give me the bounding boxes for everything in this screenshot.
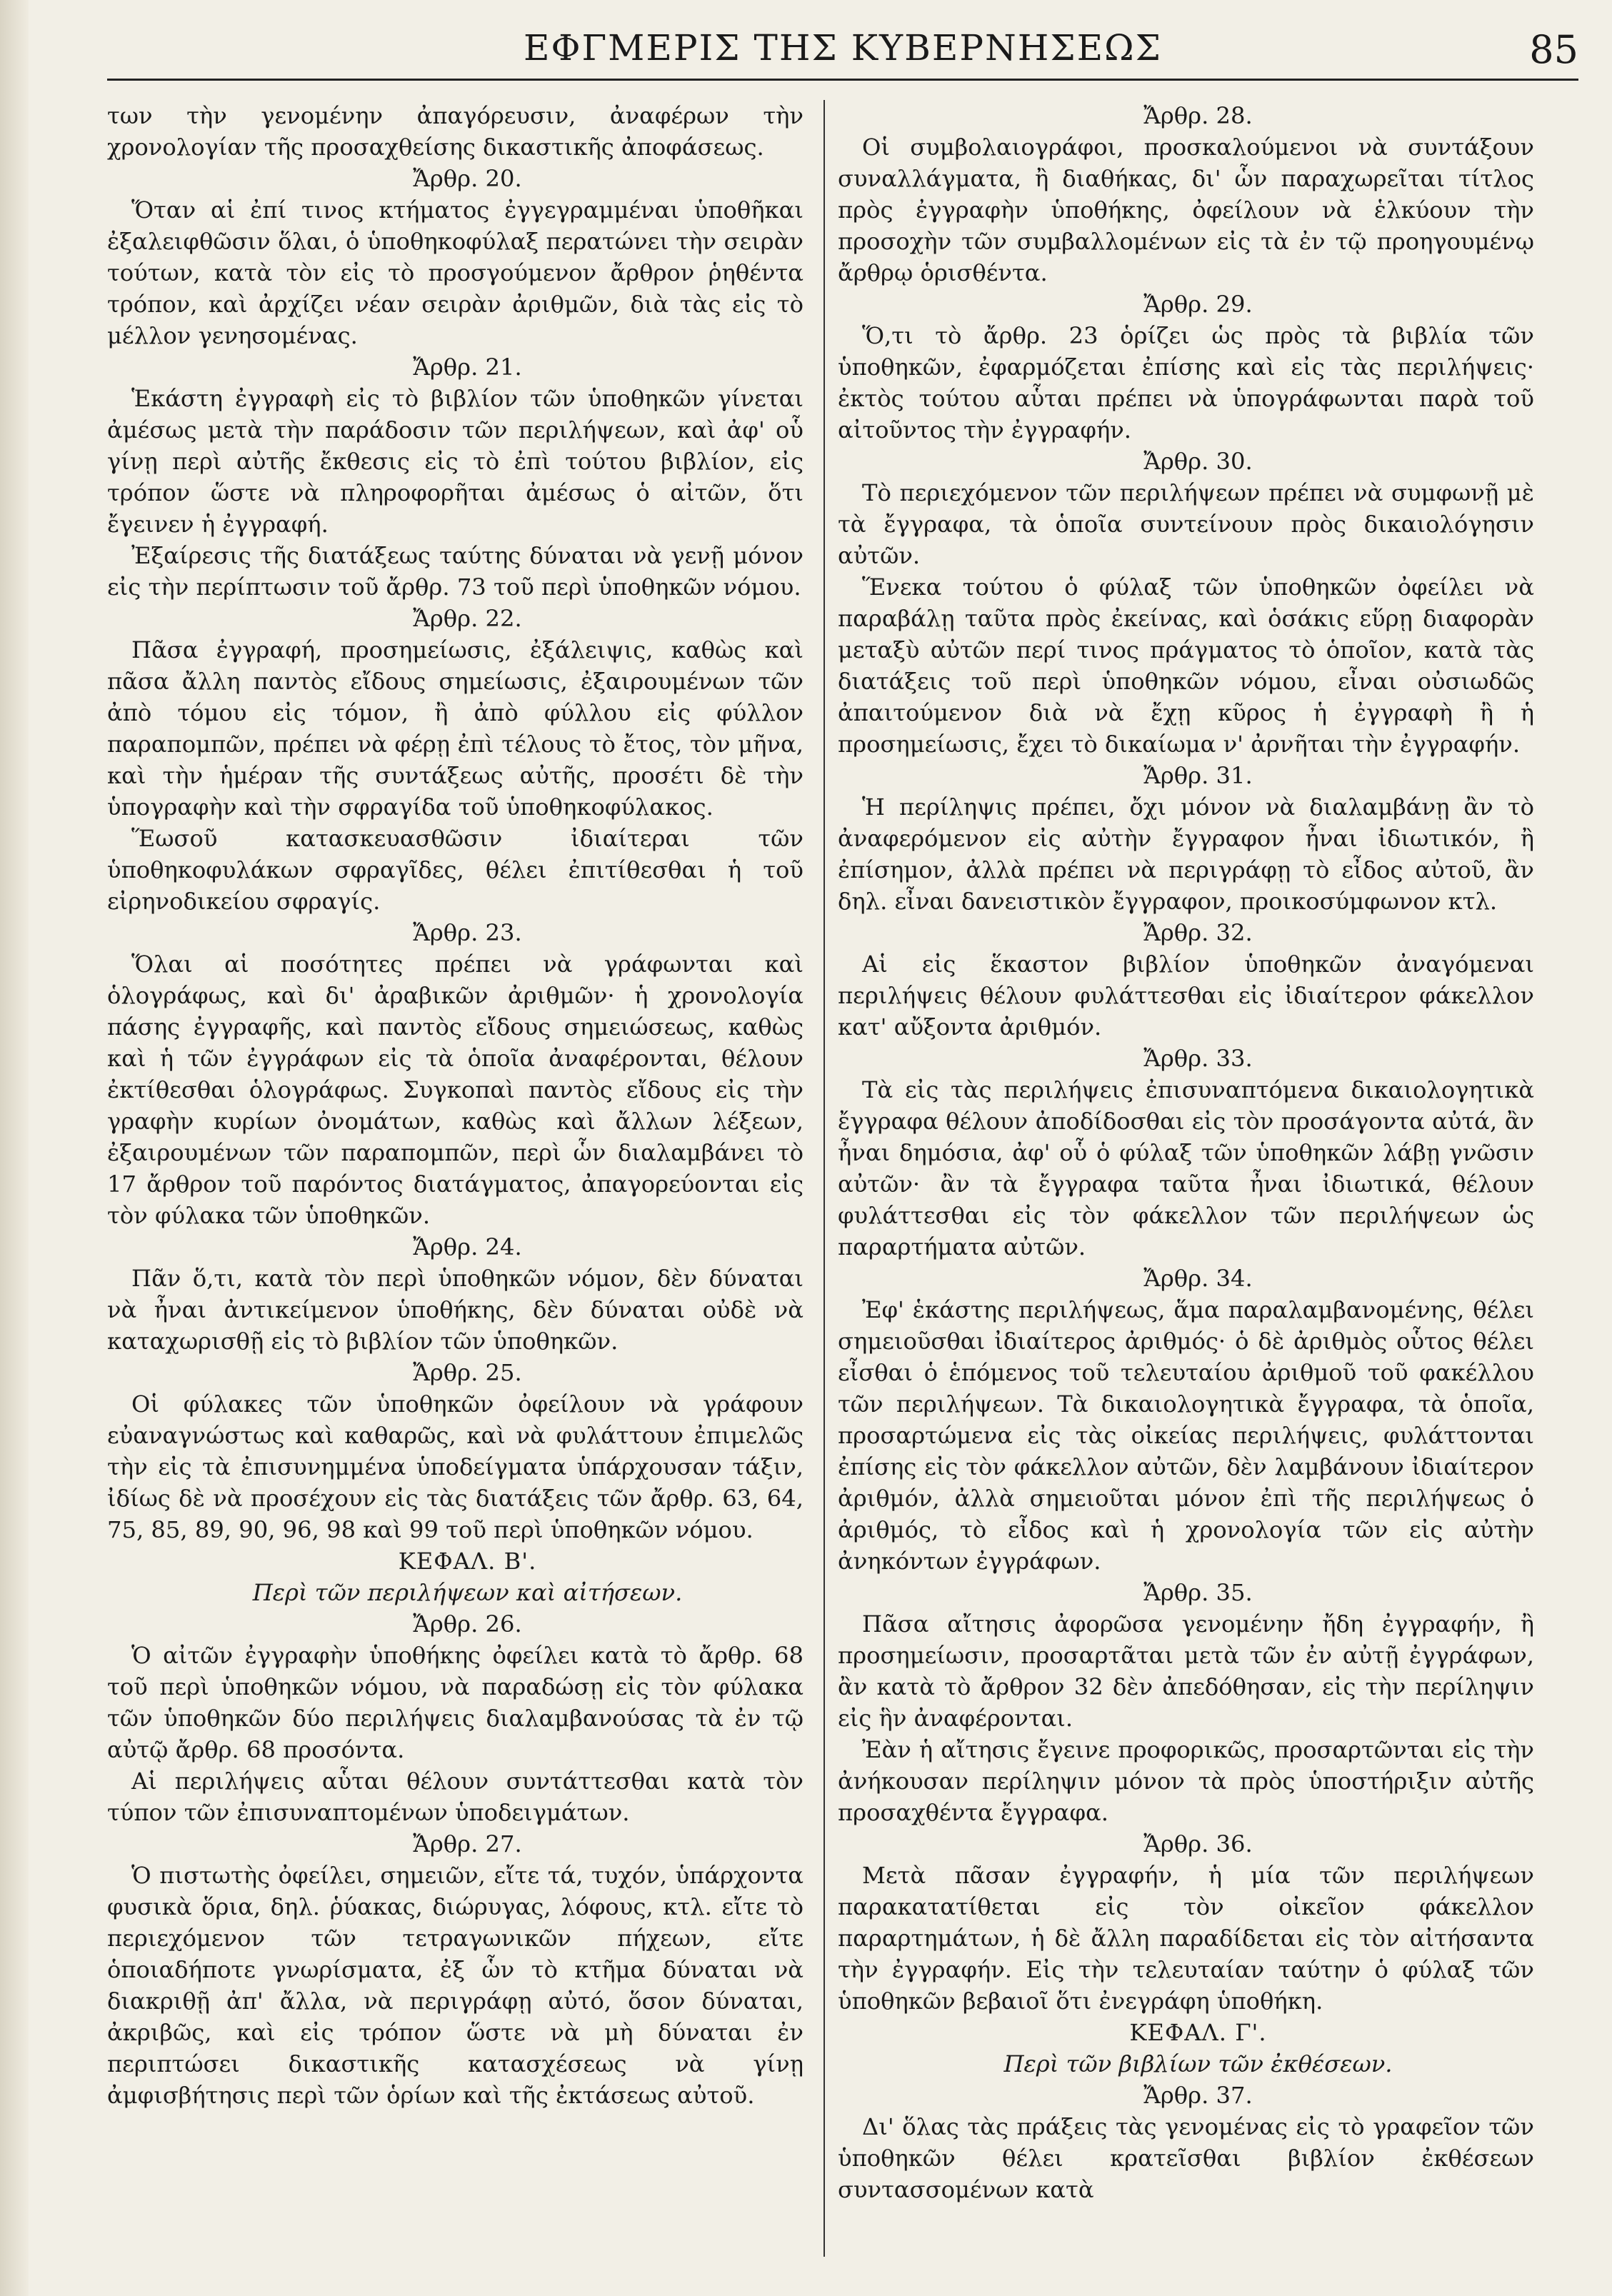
paragraph: Ἑκάστη ἐγγραφὴ εἰς τὸ βιβλίον τῶν ὑποθηκῶν γίνεται ἀμέσως μετὰ τὴν παράδοσιν τῶν περιλήψεων, καὶ ἀφ' οὗ γίνῃ περὶ αὐτῆς ἔκθεσις εἰς τὸ ἐπὶ τούτου βιβλίον, εἰς τρόπον ὥστε νὰ πληροφορῆται ἀμέσως ὁ αἰτῶν, ὅτι ἔγεινεν ἡ ἐγγραφή. (107, 385, 804, 538)
paragraph: Ὅλαι αἱ ποσότητες πρέπει νὰ γράφωνται καὶ ὁλογράφως, καὶ δι' ἀραβικῶν ἀριθμῶν· ἡ χρονολογία πάσης ἐγγραφῆς, καὶ παντὸς εἴδους σημειώσεως, καθὼς καὶ ἡ τῶν ἐγγράφων εἰς τὰ ὁποῖα ἀναφέρονται, θέλουν ἐκτίθεσθαι ὁλογράφως. Συγκοπαὶ παντὸς εἴδους εἰς τὴν γραφὴν κυρίων ὀνομάτων, καθὼς καὶ ἄλλων λέξεων, ἐξαιρουμένων τῶν παραπομπῶν, περὶ ὧν διαλαμβάνει τὸ 17 ἄρθρον τοῦ παρόντος διατάγματος, ἀπαγορεύονται εἰς τὸν φύλακα τῶν ὑποθηκῶν. (107, 951, 804, 1229)
paragraph: Ἐξαίρεσις τῆς διατάξεως ταύτης δύναται νὰ γενῇ μόνον εἰς τὴν περίπτωσιν τοῦ ἄρθρ. 73 τοῦ περὶ ὑποθηκῶν νόμου. (107, 542, 804, 601)
paragraph: Αἱ περιλήψεις αὗται θέλουν συντάττεσθαι κατὰ τὸν τύπον τῶν ἐπισυναπτομένων ὑποδειγμάτων. (107, 1768, 804, 1826)
article-heading: Ἄρθρ. 25. (413, 1359, 522, 1386)
paragraph: Ὁ πιστωτὴς ὀφείλει, σημειῶν, εἴτε τά, τυχόν, ὑπάρχοντα φυσικὰ ὅρια, δηλ. ῥύακας, διώρυγας, λόφους, κτλ. εἴτε τὸ περιεχόμενον τῶν τετραγωνικῶν πήχεων, εἴτε ὁποιαδήποτε γνωρίσματα, ἐξ ὧν τὸ κτῆμα δύναται νὰ διακριθῇ ἀπ' ἄλλα, νὰ περιγράφῃ αὐτό, ὅσον δύναται, ἀκριβῶς, καὶ εἰς τρόπον ὥστε νὰ μὴ δύναται ἐν περιπτώσει δικαστικῆς κατασχέσεως νὰ γίνῃ ἀμφισβήτησις περὶ τῶν ὁρίων καὶ τῆς ἐκτάσεως αὐτοῦ. (107, 1862, 804, 2109)
article-heading: Ἄρθρ. 30. (1143, 448, 1253, 475)
chapter-title: Περὶ τῶν περιλήψεων καὶ αἰτήσεων. (252, 1579, 683, 1606)
article-heading: Ἄρθρ. 21. (413, 354, 522, 381)
paragraph: των τὴν γενομένην ἀπαγόρευσιν, ἀναφέρων τὴν χρονολογίαν τῆς προσαχθείσης δικαστικῆς ἀποφάσεως. (107, 102, 804, 161)
paragraph: Ἐφ' ἑκάστης περιλήψεως, ἅμα παραλαμβανομένης, θέλει σημειοῦσθαι ἰδιαίτερος ἀριθμός· ὁ δὲ ἀριθμὸς οὗτος θέλει εἶσθαι ὁ ἑπόμενος τοῦ τελευταίου ἀριθμοῦ τοῦ φακέλλου τῶν περιλήψεων. Τὰ δικαιολογητικὰ ἔγγραφα, τὰ ὁποῖα, προσαρτώμενα εἰς τὰς οἰκείας περιλήψεις, φυλάττονται ἐπίσης εἰς τὸν φάκελλον αὐτῶν, δὲν λαμβάνουν ἰδιαίτερον ἀριθμόν, ἀλλὰ σημειοῦται μόνον ἐπὶ τῆς περιλήψεως ὁ ἀριθμός, τὸ εἶδος καὶ ἡ χρονολογία τῶν εἰς αὐτὴν ἀνηκόντων ἐγγράφων. (838, 1296, 1534, 1575)
page-margin (0, 0, 29, 2296)
paragraph: Ἕνεκα τούτου ὁ φύλαξ τῶν ὑποθηκῶν ὀφείλει νὰ παραβάλῃ ταῦτα πρὸς ἐκείνας, καὶ ὁσάκις εὕρῃ διαφορὰν μεταξὺ αὐτῶν περί τινος πράγματος τὸ ὁποῖον, κατὰ τὰς διατάξεις τοῦ περὶ ὑποθηκῶν νόμου, εἶναι οὐσιωδῶς ἀπαιτούμενον διὰ νὰ ἔχῃ κῦρος ἡ ἐγγραφὴ ἢ ἡ προσημείωσις, ἔχει τὸ δικαίωμα ν' ἀρνῆται τὴν ἐγγραφήν. (838, 573, 1534, 758)
gazette-title: ΕΦΓΜΕΡΙΣ ΤΗΣ ΚΥΒΕΡΝΗΣΕΩΣ (524, 27, 1162, 69)
paragraph: Οἱ φύλακες τῶν ὑποθηκῶν ὀφείλουν νὰ γράφουν εὐαναγνώστως καὶ καθαρῶς, καὶ νὰ φυλάττουν ἐπιμελῶς τὴν εἰς τὰ ἐπισυνημμένα ὑποδείγματα ὑπάρχουσαν τάξιν, ἰδίως δὲ νὰ προσέχουν εἰς τὰς διατάξεις τῶν ἄρθρ. 63, 64, 75, 85, 89, 90, 96, 98 καὶ 99 τοῦ περὶ ὑποθηκῶν νόμου. (107, 1390, 804, 1543)
article-heading: Ἄρθρ. 22. (413, 605, 522, 632)
column-divider (823, 100, 825, 2257)
paragraph: Πᾶσα αἴτησις ἀφορῶσα γενομένην ἤδη ἐγγραφήν, ἢ προσημείωσιν, προσαρτᾶται μετὰ τῶν ἐν αὐτῇ ἐγγράφων, ἂν κατὰ τὸ ἄρθρον 32 δὲν ἀπεδόθησαν, εἰς τὴν περίληψιν εἰς ἣν ἀναφέρονται. (838, 1610, 1534, 1732)
article-heading: Ἄρθρ. 34. (1143, 1265, 1253, 1292)
article-heading: Ἄρθρ. 24. (413, 1233, 522, 1260)
page-header (107, 14, 1578, 81)
paragraph: Τὸ περιεχόμενον τῶν περιλήψεων πρέπει νὰ συμφωνῇ μὲ τὰ ἔγγραφα, τὰ ὁποῖα συντείνουν πρὸς δικαιολόγησιν αὐτῶν. (838, 479, 1534, 569)
article-heading: Ἄρθρ. 23. (413, 919, 522, 946)
chapter-heading: ΚΕΦΑΛ. Γ'. (1129, 2019, 1267, 2046)
article-heading: Ἄρθρ. 28. (1143, 102, 1253, 129)
paragraph: Πᾶσα ἐγγραφή, προσημείωσις, ἐξάλειψις, καθὼς καὶ πᾶσα ἄλλη παντὸς εἴδους σημείωσις, ἐξαιρουμένων τῶν ἀπὸ τόμου εἰς τόμον, ἢ ἀπὸ φύλλου εἰς φύλλον παραπομπῶν, πρέπει νὰ φέρῃ ἐπὶ τέλους τὸ ἔτος, τὸν μῆνα, καὶ τὴν ἡμέραν τῆς συντάξεως αὐτῆς, προσέτι δὲ τὴν ὑπογραφὴν καὶ τὴν σφραγίδα τοῦ ὑποθηκοφύλακος. (107, 636, 804, 821)
chapter-heading: ΚΕΦΑΛ. Β'. (398, 1548, 537, 1575)
article-heading: Ἄρθρ. 20. (413, 165, 522, 192)
chapter-title: Περὶ τῶν βιβλίων τῶν ἐκθέσεων. (1003, 2050, 1393, 2077)
paragraph: Ὅ,τι τὸ ἄρθρ. 23 ὁρίζει ὡς πρὸς τὰ βιβλία τῶν ὑποθηκῶν, ἐφαρμόζεται ἐπίσης καὶ εἰς τὰς περιλήψεις· ἐκτὸς τούτου αὗται πρέπει νὰ ὑπογράφωνται παρὰ τοῦ αἰτοῦντος τὴν ἐγγραφήν. (838, 322, 1534, 443)
article-heading: Ἄρθρ. 37. (1143, 2082, 1253, 2109)
article-heading: Ἄρθρ. 31. (1143, 762, 1253, 789)
paragraph: Πᾶν ὅ,τι, κατὰ τὸν περὶ ὑποθηκῶν νόμον, δὲν δύναται νὰ ἦναι ἀντικείμενον ὑποθήκης, δὲν δύναται οὐδὲ νὰ καταχωρισθῇ εἰς τὸ βιβλίον τῶν ὑποθηκῶν. (107, 1265, 804, 1355)
page-number: 85 (1529, 27, 1578, 72)
article-heading: Ἄρθρ. 35. (1143, 1579, 1253, 1606)
paragraph: Αἱ εἰς ἕκαστον βιβλίον ὑποθηκῶν ἀναγόμεναι περιλήψεις θέλουν φυλάττεσθαι εἰς ἰδιαίτερον φάκελλον κατ' αὔξοντα ἀριθμόν. (838, 951, 1534, 1041)
paragraph: Ἡ περίληψις πρέπει, ὄχι μόνον νὰ διαλαμβάνῃ ἂν τὸ ἀναφερόμενον εἰς αὐτὴν ἔγγραφον ἦναι ἰδιωτικόν, ἢ ἐπίσημον, ἀλλὰ πρέπει νὰ περιγράφῃ τὸ εἶδος αὐτοῦ, ἂν δηλ. εἶναι δανειστικὸν ἔγγραφον, προικοσύμφωνον κτλ. (838, 793, 1534, 915)
left-column (107, 100, 804, 2264)
article-heading: Ἄρθρ. 26. (413, 1610, 522, 1638)
paragraph: Τὰ εἰς τὰς περιλήψεις ἐπισυναπτόμενα δικαιολογητικὰ ἔγγραφα θέλουν ἀποδίδοσθαι εἰς τὸν προσάγοντα αὐτά, ἂν ἦναι δημόσια, ἀφ' οὗ ὁ φύλαξ τῶν ὑποθηκῶν λάβῃ γνῶσιν αὐτῶν· ἂν τὰ ἔγγραφα ταῦτα ἦναι ἰδιωτικά, θέλουν φυλάττεσθαι εἰς τὸν φάκελλον τῶν περιλήψεων ὡς παραρτήματα αὐτῶν. (838, 1076, 1534, 1260)
paragraph: Ὁ αἰτῶν ἐγγραφὴν ὑποθήκης ὀφείλει κατὰ τὸ ἄρθρ. 68 τοῦ περὶ ὑποθηκῶν νόμου, νὰ παραδώσῃ εἰς τὸν φύλακα τῶν ὑποθηκῶν δύο περιλήψεις διαλαμβανούσας τὰ ἐν τῷ αὐτῷ ἄρθρ. 68 προσόντα. (107, 1642, 804, 1763)
paragraph: Οἱ συμβολαιογράφοι, προσκαλούμενοι νὰ συντάξουν συναλλάγματα, ἢ διαθήκας, δι' ὧν παραχωρεῖται τίτλος πρὸς ἐγγραφὴν ὑποθήκης, ὀφείλουν νὰ ἑλκύουν τὴν προσοχὴν τῶν συμβαλλομένων εἰς τὰ ἐν τῷ προηγουμένῳ ἄρθρῳ ὁρισθέντα. (838, 134, 1534, 286)
paragraph: Ἕωσοῦ κατασκευασθῶσιν ἰδιαίτεραι τῶν ὑποθηκοφυλάκων σφραγῖδες, θέλει ἐπιτίθεσθαι ἡ τοῦ εἰρηνοδικείου σφραγίς. (107, 825, 804, 915)
article-heading: Ἄρθρ. 32. (1143, 919, 1253, 946)
article-heading: Ἄρθρ. 36. (1143, 1830, 1253, 1858)
right-column (838, 100, 1534, 2264)
paragraph: Δι' ὅλας τὰς πράξεις τὰς γενομένας εἰς τὸ γραφεῖον τῶν ὑποθηκῶν θέλει κρατεῖσθαι βιβλίον ἐκθέσεων συντασσομένων κατὰ (838, 2113, 1534, 2203)
paragraph: Μετὰ πᾶσαν ἐγγραφήν, ἡ μία τῶν περιλήψεων παρακατατίθεται εἰς τὸν οἰκεῖον φάκελλον παραρτημάτων, ἡ δὲ ἄλλη παραδίδεται εἰς τὸν αἰτήσαντα τὴν ἐγγραφήν. Εἰς τὴν τελευταίαν ταύτην ὁ φύλαξ τῶν ὑποθηκῶν βεβαιοῖ ὅτι ἐνεγράφη ὑποθήκη. (838, 1862, 1534, 2015)
paragraph: Ὅταν αἱ ἐπί τινος κτήματος ἐγγεγραμμέναι ὑποθῆκαι ἐξαλειφθῶσιν ὅλαι, ὁ ὑποθηκοφύλαξ περατώνει τὴν σειρὰν τούτων, κατὰ τὸν εἰς τὸ προσγούμενον ἄρθρον ῥηθέντα τρόπον, καὶ ἀρχίζει νέαν σειρὰν ἀριθμῶν, διὰ τὰς εἰς τὸ μέλλον γενησομένας. (107, 196, 804, 349)
article-heading: Ἄρθρ. 27. (413, 1830, 522, 1858)
article-heading: Ἄρθρ. 33. (1143, 1045, 1253, 1072)
page (107, 14, 1578, 2282)
paragraph: Ἐὰν ἡ αἴτησις ἔγεινε προφορικῶς, προσαρτῶνται εἰς τὴν ἀνήκουσαν περίληψιν μόνον τὰ πρὸς ὑποστήριξιν αὐτῆς προσαχθέντα ἔγγραφα. (838, 1736, 1534, 1826)
article-heading: Ἄρθρ. 29. (1143, 291, 1253, 318)
